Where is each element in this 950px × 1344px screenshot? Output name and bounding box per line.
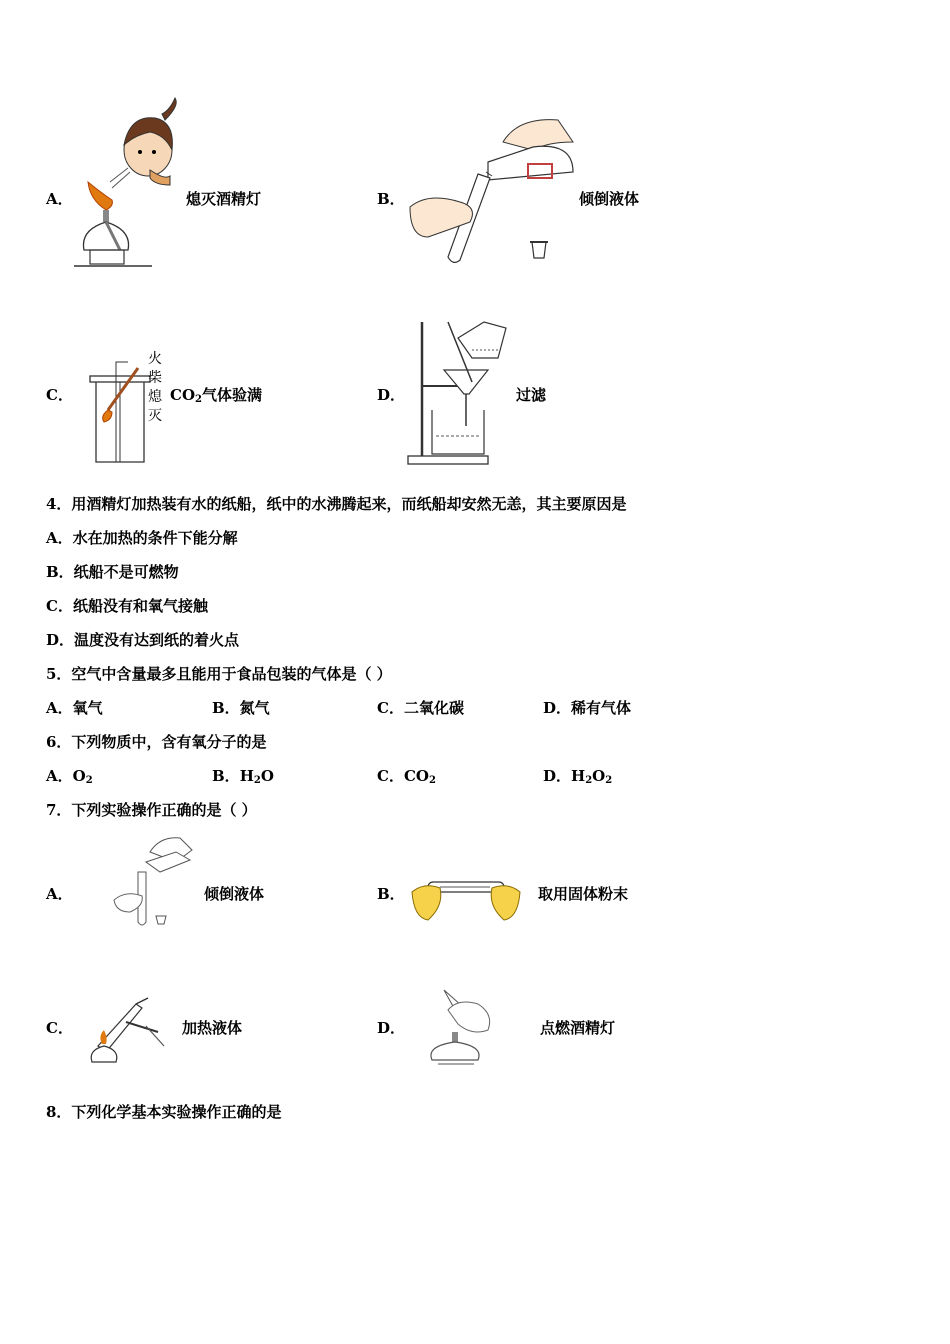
q3-figure-c-label (148, 350, 164, 426)
q4-option-c: C．纸船没有和氧气接触 (46, 597, 208, 615)
q3-figure-d-filtration (402, 318, 517, 468)
q6-option-d-letter: D． (543, 767, 572, 785)
q3-option-a-letter: A． (46, 190, 73, 208)
q6-option-d (543, 766, 612, 791)
q6-option-c-pre: CO (403, 767, 429, 785)
q6-option-c-sub: 2 (428, 775, 436, 786)
q6-option-a-pre: O (72, 767, 86, 785)
q7-option-b-letter: B． (377, 885, 405, 903)
q5-option-c: C．二氧化碳 (377, 699, 464, 717)
q5-option-b: B．氮气 (212, 699, 270, 717)
q3-option-c-caption (170, 385, 262, 410)
q7-stem: 7．下列实验操作正确的是（ ） (46, 801, 257, 819)
q3-option-a-caption: 熄灭酒精灯 (186, 190, 262, 208)
q4-option-b: B．纸船不是可燃物 (46, 563, 179, 581)
q3-option-c-caption-post: 气体验满 (201, 386, 262, 404)
q6-option-b-sub: 2 (253, 775, 261, 786)
q4-option-d: D．温度没有达到纸的着火点 (46, 631, 240, 649)
q5-option-d: D．稀有气体 (543, 699, 632, 717)
q7-option-d-letter: D． (377, 1019, 406, 1037)
q3-option-b-caption: 倾倒液体 (579, 190, 640, 208)
q6-option-a-letter: A． (46, 767, 73, 785)
q6-option-b-post: O (260, 767, 274, 785)
q5-stem: 5．空气中含量最多且能用于食品包装的气体是（ ） (46, 665, 392, 683)
q7-option-c-caption: 加热液体 (182, 1019, 243, 1037)
q6-option-b (212, 766, 274, 791)
q6-option-a (46, 766, 93, 791)
q4-stem: 4．用酒精灯加热装有水的纸船，纸中的水沸腾起来，而纸船却安然无恙，其主要原因是 (46, 495, 627, 513)
q3-figure-a-blow-out-lamp (70, 100, 185, 270)
q3-figure-c-char: 灭 (148, 408, 162, 424)
q6-option-d-sub2: 2 (605, 775, 613, 786)
q5-option-a: A．氧气 (46, 699, 103, 717)
q6-option-c-letter: C． (377, 767, 404, 785)
q3-option-c-caption-sub: 2 (195, 394, 202, 405)
q6-stem: 6．下列物质中，含有氧分子的是 (46, 733, 267, 751)
q3-figure-b-pour-liquid (408, 112, 578, 272)
q6-option-d-pre: H (571, 767, 586, 785)
q7-figure-b-powder-tube (410, 876, 522, 928)
q6-option-c (377, 766, 436, 791)
q6-option-b-letter: B． (212, 767, 240, 785)
q7-option-d-caption: 点燃酒精灯 (540, 1019, 616, 1037)
q3-figure-c-char: 火 (148, 351, 162, 367)
q8-stem: 8．下列化学基本实验操作正确的是 (46, 1103, 282, 1121)
q7-figure-d-light-lamp (418, 986, 500, 1066)
q3-option-c-letter: C． (46, 386, 73, 404)
q3-option-d-letter: D． (377, 386, 406, 404)
q3-figure-c-char: 熄 (148, 389, 162, 405)
q6-option-d-sub: 2 (585, 775, 593, 786)
q7-option-b-caption: 取用固体粉末 (538, 885, 629, 903)
q7-figure-a-pour-liquid (110, 832, 200, 927)
q3-figure-c-char: 柴 (148, 370, 162, 386)
q7-option-c-letter: C． (46, 1019, 73, 1037)
q7-option-a-caption: 倾倒液体 (204, 885, 265, 903)
q6-option-d-post: O (592, 767, 606, 785)
q7-figure-c-heat-liquid (86, 996, 168, 1064)
q3-option-d-caption: 过滤 (516, 386, 547, 404)
q4-option-a: A．水在加热的条件下能分解 (46, 529, 238, 547)
q3-option-c-caption-pre: CO (170, 386, 196, 404)
q7-option-a-letter: A． (46, 885, 73, 903)
q6-option-b-pre: H (239, 767, 254, 785)
q6-option-a-sub: 2 (85, 775, 93, 786)
q3-option-b-letter: B． (377, 190, 405, 208)
